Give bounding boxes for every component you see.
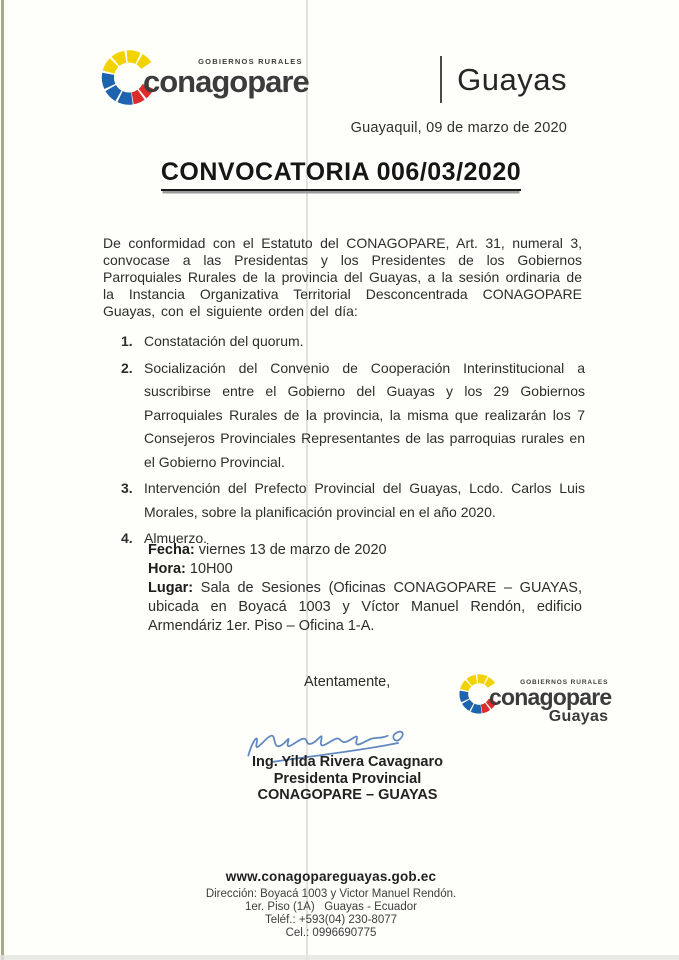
agenda-item	[121, 357, 585, 475]
title-wrap	[60, 158, 622, 191]
agenda-item-text: Socialización del Convenio de Cooperación Interinstitucional a suscribirse entre el Gobierno del Guayas y los 29 Gobiernos Parroquiales Rurales de la provincia, la misma que realizarán los 7 Consejeros Provinciales Representantes de las parroquias rurales en el Gobierno Provincial.	[144, 359, 585, 470]
agenda-item	[121, 477, 585, 524]
agenda-item-number: 4.	[121, 530, 133, 546]
detail-label: Fecha:	[148, 542, 195, 558]
signer-role: Presidenta Provincial	[273, 770, 422, 787]
detail-label: Lugar:	[148, 580, 194, 596]
signer-org: CONAGOPARE – GUAYAS	[257, 787, 438, 803]
agenda-item-number: 2.	[121, 359, 133, 376]
intro-paragraph: De conformidad con el Estatuto del CONAGOPARE, Art. 31, numeral 3, convocase a las Presidentas y los Presidentes de los Gobiernos Parroquiales Rurales de la provincia del Guayas, a la sesión ordinaria de la Instancia Organizativa Territorial Desconcentrada CONAGOPARE Guayas, con el siguiente orden del día:	[103, 235, 582, 319]
signer-name: Ing. Yilda Rivera Cavagnaro	[252, 754, 443, 770]
detail-label: Hora:	[148, 561, 186, 577]
header-right	[351, 56, 567, 136]
header-divider	[440, 56, 442, 103]
agenda-item	[121, 330, 585, 354]
scan-edge-artifact	[1, 0, 4, 960]
dateline: Guayaquil, 09 de marzo de 2020	[350, 120, 567, 136]
closing-salutation: Atentamente,	[304, 674, 391, 690]
logo-brand: conagopare	[143, 64, 309, 99]
agenda-item-text: Almuerzo.	[144, 530, 208, 546]
footer-phone: Teléf.: +593(04) 230-8077	[264, 914, 398, 926]
conagopare-logo	[97, 44, 309, 111]
detail-fecha	[148, 541, 582, 560]
logo-brand: conagopare	[489, 684, 612, 710]
agenda-item-text: Constatación del quorum.	[144, 333, 304, 349]
footer-address-line2: 1er. Piso (1A) Guayas - Ecuador	[245, 901, 417, 913]
header-region: Guayas	[457, 61, 567, 97]
agenda-item-number: 3.	[121, 480, 133, 496]
agenda-item-number: 1.	[121, 333, 133, 349]
stamp-region: Guayas	[548, 708, 609, 726]
detail-lugar	[148, 579, 582, 636]
detail-hora	[148, 560, 582, 579]
scan-bottom-artifact	[0, 955, 679, 960]
detail-value: 10H00	[189, 561, 233, 577]
logo-tagline: GOBIERNOS RURALES	[520, 679, 609, 686]
footer-cell: Cel.: 0996690775	[285, 927, 377, 939]
detail-value: Sala de Sesiones (Oficinas CONAGOPARE – GUAYAS, ubicada en Boyacá 1003 y Víctor Manuel Rendón, edificio Armendáriz 1er. Piso – Oficina 1-A.	[148, 580, 582, 634]
agenda-list	[121, 330, 585, 554]
agenda-item-text: Intervención del Prefecto Provincial del Guayas, Lcdo. Carlos Luis Morales, sobre la planificación provincial en el año 2020.	[144, 480, 585, 520]
footer-website: www.conagopareguayas.gob.ec	[225, 869, 437, 884]
conagopare-guayas-stamp-logo	[456, 670, 611, 726]
signer-block	[225, 754, 470, 804]
footer-address-line1: Dirección: Boyacá 1003 y Victor Manuel Rendón.	[205, 888, 457, 900]
footer	[175, 869, 487, 940]
detail-value: viernes 13 de marzo de 2020	[198, 542, 387, 558]
document-title: CONVOCATORIA 006/03/2020	[161, 158, 521, 191]
logo-tagline: GOBIERNOS RURALES	[198, 57, 303, 66]
meeting-details	[148, 541, 582, 636]
